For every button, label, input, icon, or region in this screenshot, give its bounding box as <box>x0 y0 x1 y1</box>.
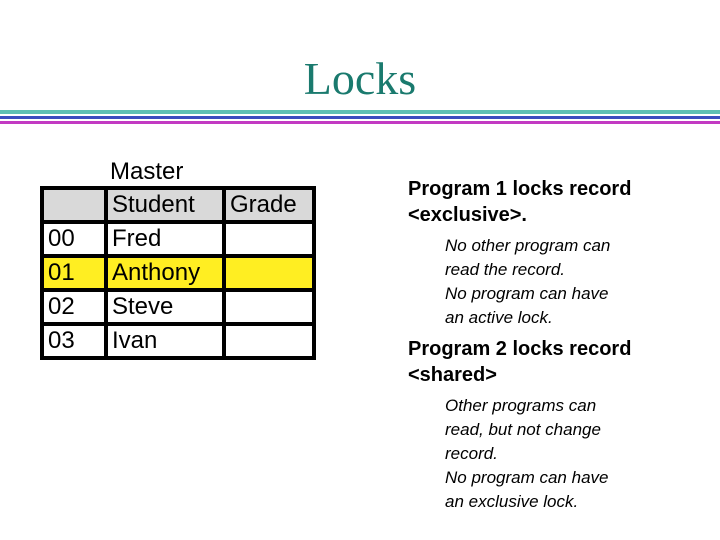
table-row-id: 03 <box>44 326 104 356</box>
table-row-id: 00 <box>44 224 104 254</box>
table-row-grade <box>226 326 312 356</box>
slide-title: Locks <box>303 53 417 104</box>
title-rule-teal <box>0 110 720 114</box>
sub-bullet-line: No other program can <box>445 236 611 255</box>
table-row-id: 02 <box>44 292 104 322</box>
bullet-program1-line2: <exclusive>. <box>408 204 527 226</box>
sub-bullet-line: an exclusive lock. <box>445 492 579 511</box>
header-cell-grade: Grade <box>226 190 312 220</box>
table-row-name: Ivan <box>108 326 222 356</box>
lock-explanations <box>408 176 708 514</box>
table-grid <box>40 186 316 360</box>
table-row-id: 01 <box>44 258 104 288</box>
bullet-program1-line1: Program 1 locks record <box>408 178 632 200</box>
title-rule-blue <box>0 116 720 119</box>
student-table <box>40 156 316 360</box>
sub-bullet-line: record. <box>445 444 498 463</box>
sub-bullet-line: read the record. <box>445 260 566 279</box>
sub-bullet-line: No program can have <box>445 284 609 303</box>
header-cell-student: Student <box>108 190 222 220</box>
title-rule-magenta <box>0 121 720 124</box>
sub-bullet-line: an active lock. <box>445 308 553 327</box>
table-row-name: Steve <box>108 292 222 322</box>
table-row-grade <box>226 258 312 288</box>
table-row-name: Anthony <box>108 258 222 288</box>
table-header-master: Master <box>110 158 184 185</box>
sub-bullet-line: Other programs can <box>445 396 597 415</box>
sub-bullet-line: read, but not change <box>445 420 601 439</box>
sub-bullet-line: No program can have <box>445 468 609 487</box>
bullet-program2-line2: <shared> <box>408 364 497 386</box>
table-row-name: Fred <box>108 224 222 254</box>
table-row-grade <box>226 224 312 254</box>
table-row-grade <box>226 292 312 322</box>
header-cell-id <box>44 190 104 220</box>
bullet-program2-line1: Program 2 locks record <box>408 338 632 360</box>
